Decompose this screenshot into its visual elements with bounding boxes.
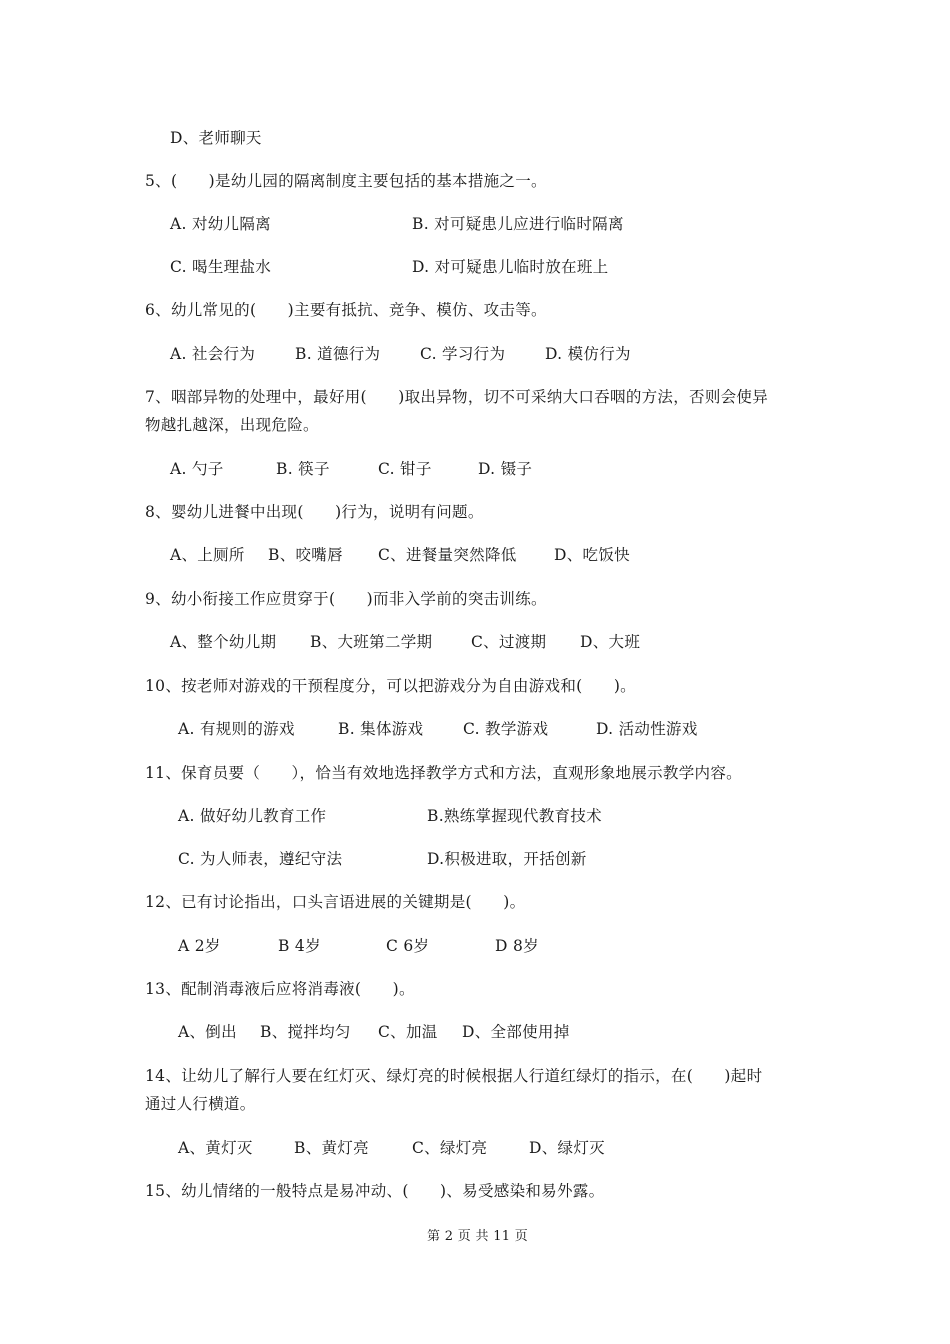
q11-option-d: D.积极进取，开括创新 [427,850,587,868]
q14-option-b: B、黄灯亮 [294,1139,369,1157]
q7-option-a: A. 勺子 [170,460,224,478]
q5-option-b: B. 对可疑患儿应进行临时隔离 [412,215,624,233]
q8-option-d: D、吃饭快 [554,546,630,564]
q10-option-b: B. 集体游戏 [338,720,424,738]
q11-option-a: A. 做好幼儿教育工作 [178,807,327,825]
q14-option-d: D、绿灯灭 [529,1139,605,1157]
q9-option-d: D、大班 [580,633,641,651]
q14-stem-line2: 通过人行横道。 [145,1095,256,1113]
q10-stem: 10、按老师对游戏的干预程度分，可以把游戏分为自由游戏和( )。 [145,677,636,695]
q6-stem: 6、幼儿常见的( )主要有抵抗、竞争、模仿、攻击等。 [145,301,547,319]
q14-stem-line1: 14、让幼儿了解行人要在红灯灭、绿灯亮的时候根据人行道红绿灯的指示，在( )起时 [145,1067,763,1085]
q8-option-b: B、咬嘴唇 [268,546,343,564]
q7-option-d: D. 镊子 [478,460,533,478]
q13-option-b: B、搅拌均匀 [260,1023,351,1041]
q10-option-c: C. 教学游戏 [463,720,549,738]
q7-option-b: B. 筷子 [276,460,330,478]
q6-option-a: A. 社会行为 [170,345,256,363]
q13-option-a: A、倒出 [178,1023,237,1041]
q12-option-c: C 6岁 [386,937,430,955]
q11-stem: 11、保育员要（ ），恰当有效地选择教学方式和方法，直观形象地展示教学内容。 [145,764,742,782]
q6-option-c: C. 学习行为 [420,345,506,363]
q15-stem: 15、幼儿情绪的一般特点是易冲动、( )、易受感染和易外露。 [145,1182,605,1200]
q13-stem: 13、配制消毒液后应将消毒液( )。 [145,980,415,998]
q9-option-c: C、过渡期 [471,633,547,651]
q8-option-c: C、进餐量突然降低 [378,546,517,564]
q11-option-b: B.熟练掌握现代教育技术 [427,807,602,825]
q14-option-a: A、黄灯灭 [178,1139,253,1157]
q14-option-c: C、绿灯亮 [412,1139,488,1157]
q6-option-d: D. 模仿行为 [545,345,631,363]
q8-option-a: A、上厕所 [170,546,245,564]
q6-option-b: B. 道德行为 [295,345,381,363]
q12-option-a: A 2岁 [178,937,221,955]
q12-option-b: B 4岁 [278,937,321,955]
page-footer: 第 2 页 共 11 页 [427,1229,529,1244]
q5-stem: 5、( )是幼儿园的隔离制度主要包括的基本措施之一。 [145,172,547,190]
q11-option-c: C. 为人师表，遵纪守法 [178,850,343,868]
q12-option-d: D 8岁 [495,937,539,955]
q9-option-b: B、大班第二学期 [310,633,433,651]
q5-option-c: C. 喝生理盐水 [170,258,272,276]
q9-stem: 9、幼小衔接工作应贯穿于( )而非入学前的突击训练。 [145,590,547,608]
q7-option-c: C. 钳子 [378,460,432,478]
q10-option-d: D. 活动性游戏 [596,720,698,738]
q4-option-d: D、老师聊天 [170,129,262,147]
q10-option-a: A. 有规则的游戏 [178,720,295,738]
q5-option-d: D. 对可疑患儿临时放在班上 [412,258,609,276]
q8-stem: 8、婴幼儿进餐中出现( )行为，说明有问题。 [145,503,484,521]
q5-option-a: A. 对幼儿隔离 [170,215,271,233]
q7-stem-line2: 物越扎越深，出现危险。 [145,416,319,434]
q7-stem-line1: 7、咽部异物的处理中，最好用( )取出异物，切不可采纳大口吞咽的方法，否则会使异 [145,388,769,406]
q12-stem: 12、已有讨论指出，口头言语进展的关键期是( )。 [145,893,526,911]
q13-option-c: C、加温 [378,1023,438,1041]
q9-option-a: A、整个幼儿期 [170,633,277,651]
q13-option-d: D、全部使用掉 [462,1023,570,1041]
